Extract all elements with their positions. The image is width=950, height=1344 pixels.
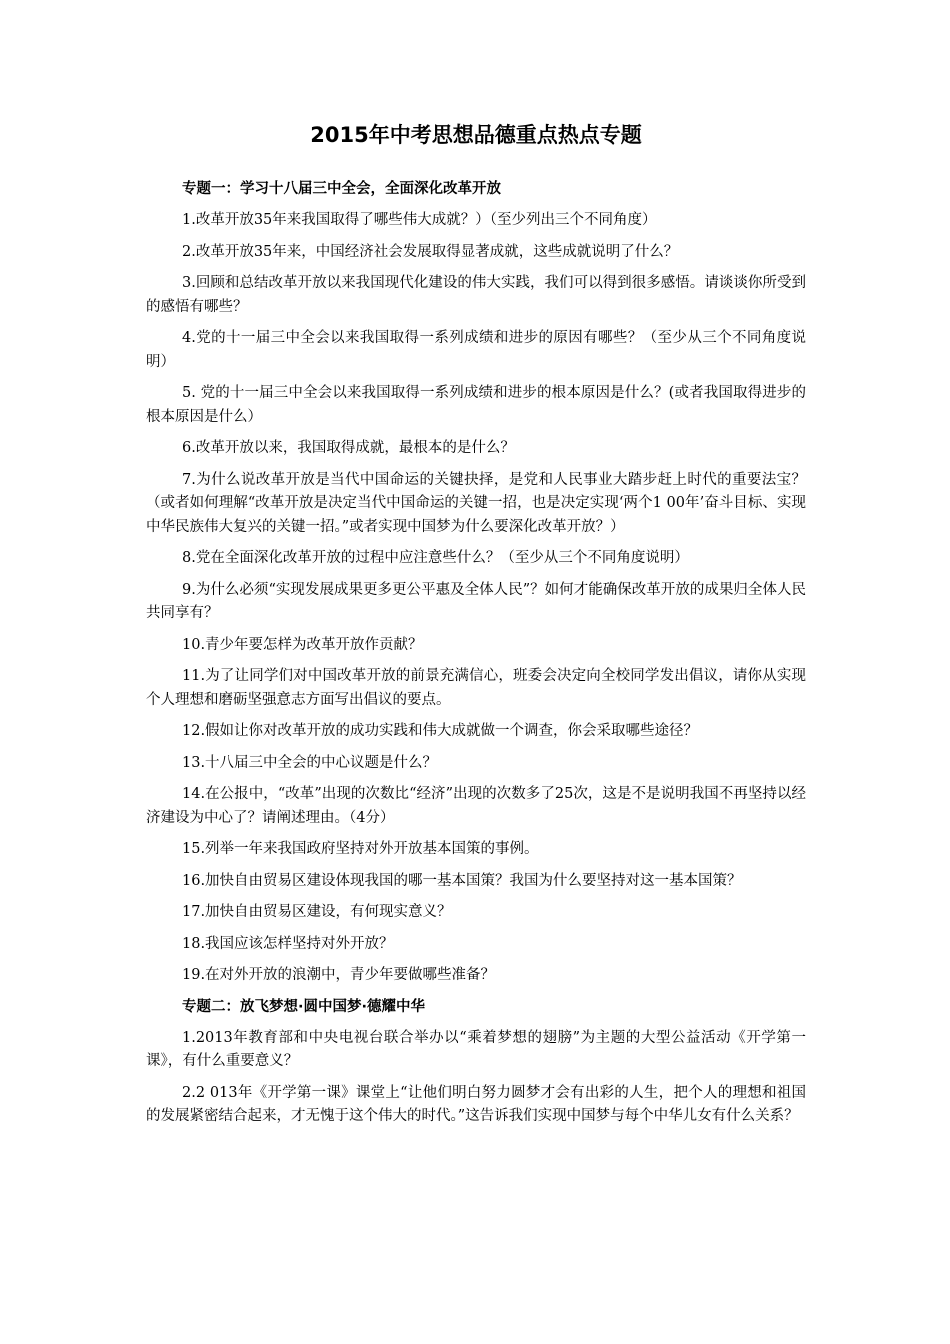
document-title: 2015年中考思想品德重点热点专题 <box>310 123 642 147</box>
question-item: 6.改革开放以来，我国取得成就，最根本的是什么？ <box>182 440 515 456</box>
question-item: 7.为什么说改革开放是当代中国命运的关键抉择，是党和人民事业大踏步赶上时代的重要法宝？（或者如何理解“改革开放是决定当代中国命运的关键一招，也是决定实现‘两个1 00年’奋斗目标、实现中华民族伟大复兴的关键一招。”或者实现中国梦为什么要深化改革开放？） <box>146 471 806 535</box>
question-item: 12.假如让你对改革开放的成功实践和伟大成就做一个调查，你会采取哪些途径？ <box>182 723 699 739</box>
question-item: 1.改革开放35年来我国取得了哪些伟大成就？）（至少列出三个不同角度） <box>182 212 657 228</box>
question-item: 2.改革开放35年来，中国经济社会发展取得显著成就，这些成就说明了什么？ <box>182 243 679 260</box>
question-item: 19.在对外开放的浪潮中，青少年要做哪些准备？ <box>182 967 496 983</box>
section-1 <box>146 178 806 988</box>
document-page <box>146 120 806 1137</box>
question-item: 11.为了让同学们对中国改革开放的前景充满信心，班委会决定向全校同学发出倡议，请你从实现个人理想和磨砺坚强意志方面写出倡议的要点。 <box>146 668 806 708</box>
question-item: 14.在公报中，“改革”出现的次数比“经济”出现的次数多了25次，这是不是说明我国不再坚持以经济建设为中心了？请阐述理由。（4分） <box>146 786 806 826</box>
question-item: 5. 党的十一届三中全会以来我国取得一系列成绩和进步的根本原因是什么？(或者我国取得进步的根本原因是什么） <box>146 385 806 425</box>
question-item: 8.党在全面深化改革开放的过程中应注意些什么？（至少从三个不同角度说明） <box>182 550 689 566</box>
question-item: 10.青少年要怎样为改革开放作贡献？ <box>182 636 423 653</box>
question-item: 4.党的十一届三中全会以来我国取得一系列成绩和进步的原因有哪些？（至少从三个不同角度说明） <box>146 330 806 370</box>
section-heading: 专题二：放飞梦想·圆中国梦·德耀中华 <box>182 998 426 1015</box>
question-item: 2.2 013年《开学第一课》课堂上“让他们明白努力圆梦才会有出彩的人生，把个人的理想和祖国的发展紧密结合起来，才无愧于这个伟大的时代。”这告诉我们实现中国梦与每个中华儿女有什么关系？ <box>146 1084 806 1124</box>
question-item: 9.为什么必须“实现发展成果更多更公平惠及全体人民”？如何才能确保改革开放的成果归全体人民共同享有？ <box>146 581 806 621</box>
question-item: 16.加快自由贸易区建设体现我国的哪一基本国策？我国为什么要坚持对这一基本国策？ <box>182 872 742 889</box>
question-item: 15.列举一年来我国政府坚持对外开放基本国策的事例。 <box>182 841 539 857</box>
question-item: 1.2013年教育部和中央电视台联合举办以“乘着梦想的翅膀”为主题的大型公益活动《开学第一课》，有什么重要意义？ <box>146 1029 806 1069</box>
section-2 <box>146 996 806 1129</box>
question-item: 3.回顾和总结改革开放以来我国现代化建设的伟大实践，我们可以得到很多感悟。请谈谈你所受到的感悟有哪些？ <box>146 275 806 315</box>
section-heading: 专题一：学习十八届三中全会，全面深化改革开放 <box>182 181 501 197</box>
question-item: 17.加快自由贸易区建设，有何现实意义？ <box>182 904 452 920</box>
question-item: 13.十八届三中全会的中心议题是什么？ <box>182 754 438 771</box>
question-item: 18.我国应该怎样坚持对外开放？ <box>182 935 394 952</box>
